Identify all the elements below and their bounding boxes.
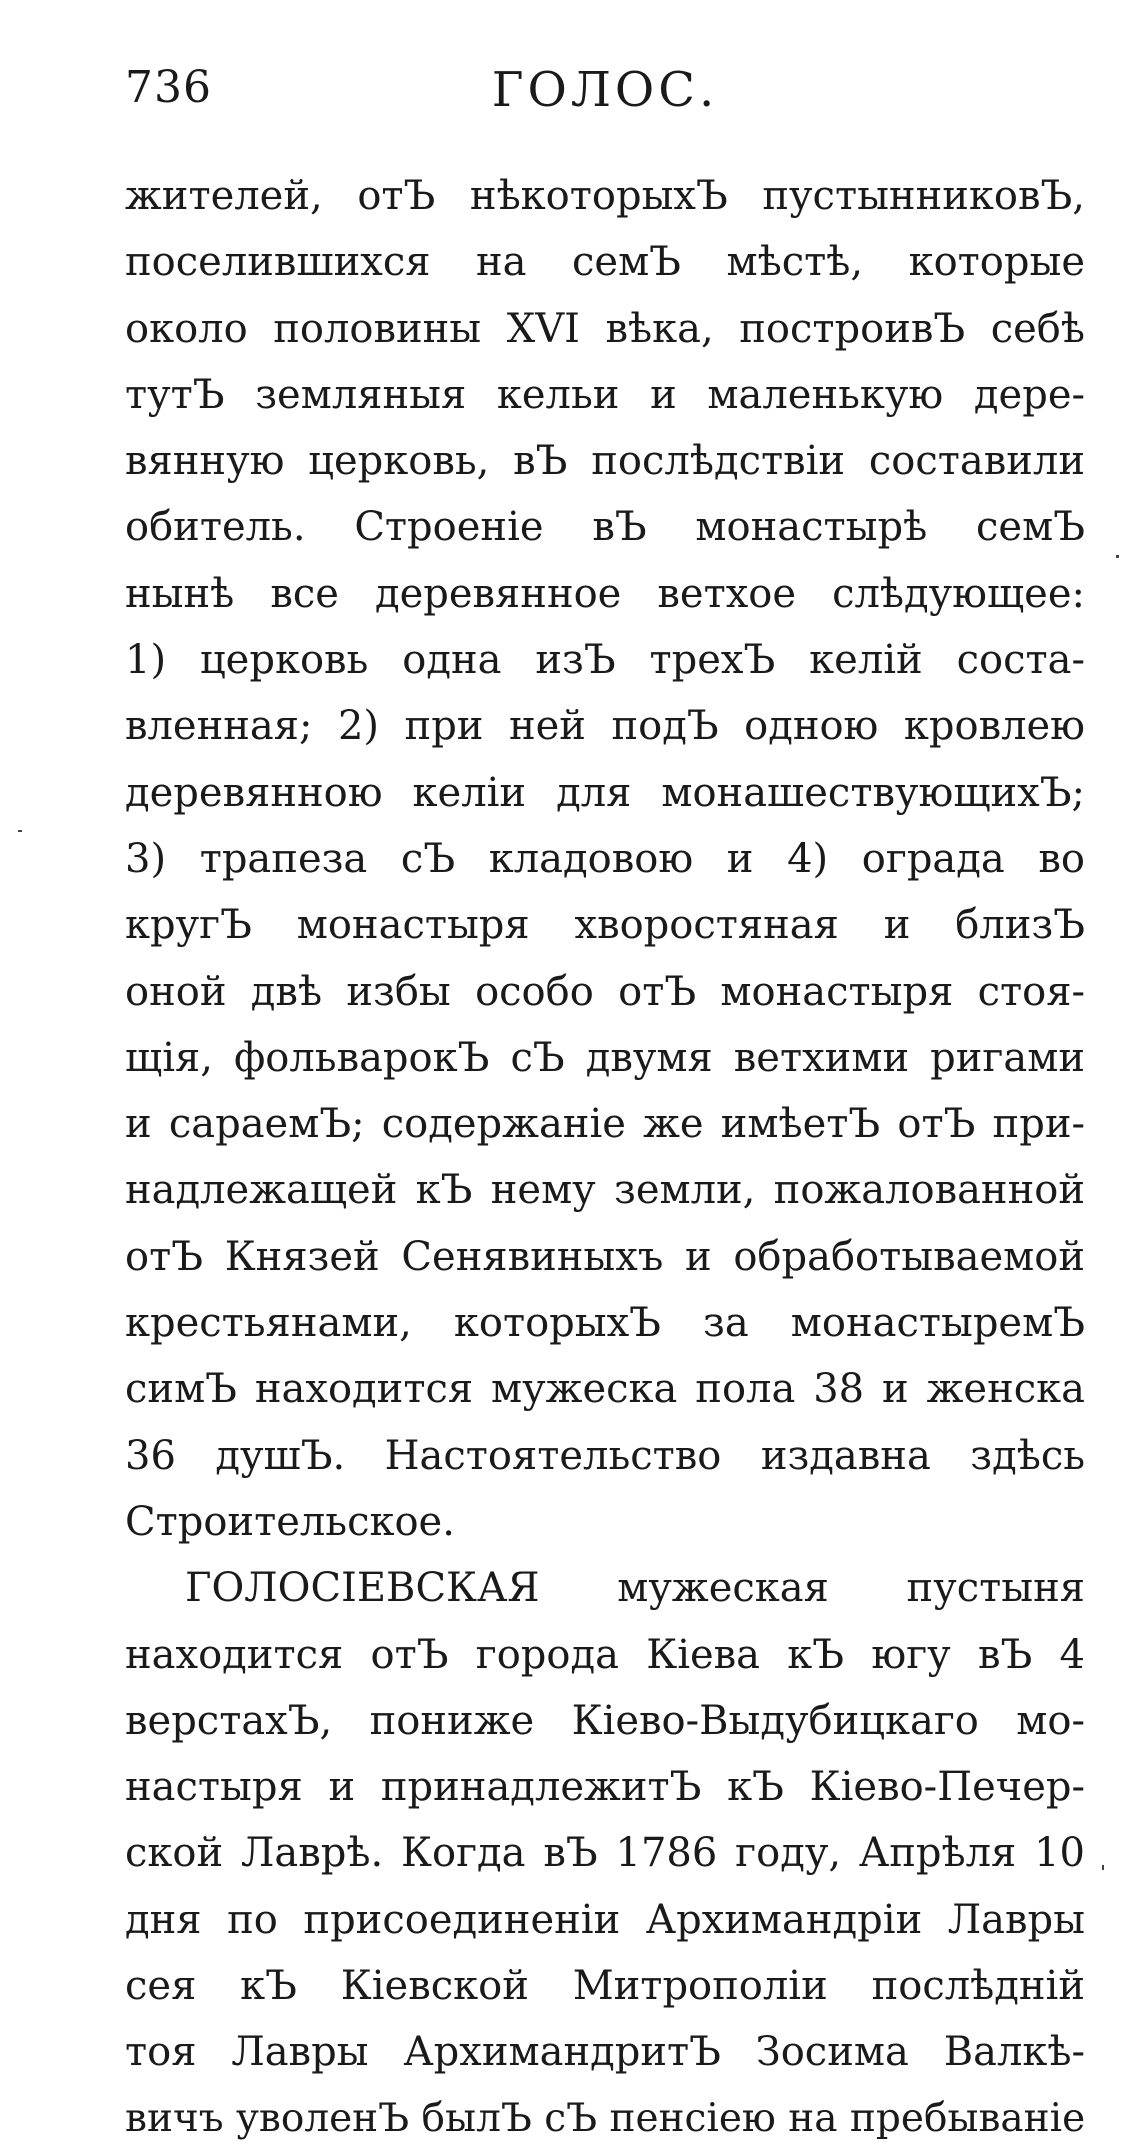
text-line: сея кЪ Кіевской Митрополіи послѣдній [125, 1963, 1085, 2010]
scan-speck [1116, 555, 1119, 558]
text-line: вянную церковь, вЪ послѣдствіи составили [125, 438, 1085, 485]
text-line: около половины XVI вѣка, построивЪ себѣ [125, 305, 1085, 352]
body-text [125, 163, 1085, 2152]
scan-speck [18, 830, 22, 832]
paragraph-1 [125, 163, 1085, 1555]
text-line: отЪ Князей Сенявиныхъ и обработываемой [125, 1233, 1085, 1280]
text-line: симЪ находится мужеска пола 38 и женска [125, 1366, 1085, 1413]
text-line: поселившихся на семЪ мѣстѣ, которые [125, 239, 1085, 286]
text-line: находится отЪ города Кіева кЪ югу вЪ 4 [125, 1631, 1085, 1678]
text-line: тоя Лавры АрхимандритЪ Зосима Валкѣ- [125, 2029, 1085, 2076]
text-line: дня по присоединеніи Архимандріи Лавры [125, 1896, 1085, 1943]
text-line: настыря и принадлежитЪ кЪ Кіево-Печер- [125, 1764, 1085, 1811]
page-number: 736 [125, 62, 212, 113]
text-line: деревянною келіи для монашествующихЪ; [125, 769, 1085, 816]
text-line: кругЪ монастыря хворостяная и близЪ [125, 902, 1085, 949]
text-line: крестьянами, которыхЪ за монастыремЪ [125, 1300, 1085, 1347]
text-line: и сараемЪ; содержаніе же имѣетЪ отЪ при- [125, 1101, 1085, 1148]
text-line: щія, фольварокЪ сЪ двумя ветхими ригами [125, 1034, 1085, 1081]
text-line: вичъ уволенЪ былЪ сЪ пенсіею на пребываніе [125, 2095, 1085, 2141]
text-line: верстахЪ, пониже Кіево-Выдубицкаго мо- [125, 1697, 1085, 1744]
text-line: вленная; 2) при ней подЪ одною кровлею [125, 703, 1085, 750]
paragraph-2 [125, 1555, 1085, 2152]
text-line: надлежащей кЪ нему земли, пожалованной [125, 1167, 1085, 1214]
text-line: 3) трапеза сЪ кладовою и 4) ограда во [125, 835, 1085, 882]
text-line: нынѣ все деревянное ветхое слѣдующее: [125, 570, 1085, 617]
text-line: жителей, отЪ нѣкоторыхЪ пустынниковЪ, [125, 173, 1085, 219]
text-line: 1) церковь одна изЪ трехЪ келій соста- [125, 637, 1085, 684]
scan-speck [1102, 1865, 1104, 1870]
text-line: Строительское. [125, 1498, 455, 1545]
text-line: ской Лаврѣ. Когда вЪ 1786 году, Апрѣля 10 [125, 1830, 1085, 1877]
running-head: ГОЛОС. [491, 62, 719, 118]
page-header [125, 62, 1085, 122]
text-line: тутЪ земляныя кельи и маленькую дере- [125, 371, 1085, 418]
text-line: оной двѣ избы особо отЪ монастыря стоя- [125, 968, 1085, 1015]
text-line: ГОЛОСІЕВСКАЯ мужеская пустыня [185, 1565, 1085, 1612]
text-line: обитель. Строеніе вЪ монастырѣ семЪ [125, 504, 1085, 551]
text-line: 36 душЪ. Настоятельство издавна здѣсь [125, 1432, 1085, 1479]
